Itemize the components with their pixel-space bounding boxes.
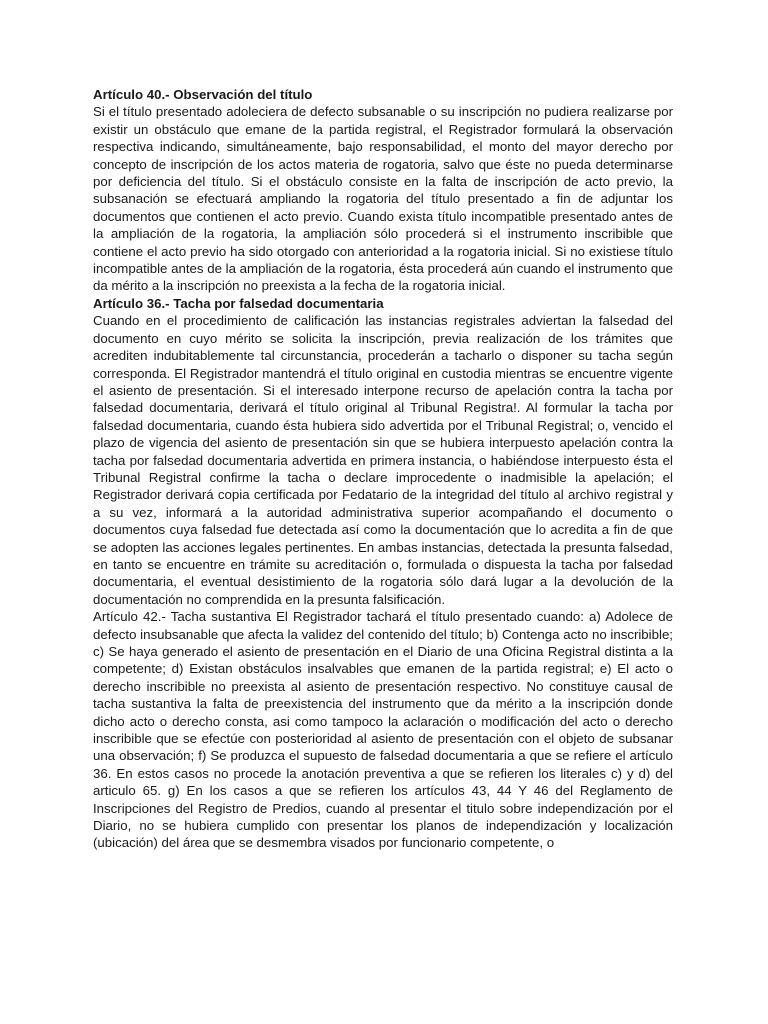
document-text	[93, 86, 673, 852]
article-42-body: Artículo 42.- Tacha sustantiva El Registrador tachará el título presentado cuando: a) Adolece de defecto insubsanable que afecta la validez del contenido del título; b) Contenga acto no inscribible; c) Se haya generado el asiento de presentación en el Diario de una Oficina Registral distinta a la competente; d) Existan obstáculos insalvables que emanen de la partida registral; e) El acto o derecho inscribible no preexista al asiento de presentación respectivo. No constituye causal de tacha sustantiva la falta de preexistencia del instrumento que da mérito a la inscripción donde dicho acto o derecho consta, asi como tampoco la aclaración o modificación del acto o derecho inscribible que se efectúe con posterioridad al asiento de presentación con el objeto de subsanar una observación; f) Se produzca el supuesto de falsedad documentaria a que se refiere el artículo 36. En estos casos no procede la anotación preventiva a que se refieren los literales c) y d) del articulo 65. g) En los casos a que se refieren los artículos 43, 44 Y 46 del Reglamento de Inscripciones del Registro de Predios, cuando al presentar el titulo sobre independización por el Diario, no se hubiera cumplido con presentar los planos de independización y localización (ubicación) del área que se desmembra visados por funcionario competente, o	[93, 609, 673, 851]
article-36-heading: Artículo 36.- Tacha por falsedad documentaria	[93, 295, 384, 311]
article-40-heading: Artículo 40.- Observación del título	[93, 87, 313, 102]
article-40-body: Si el título presentado adoleciera de defecto subsanable o su inscripción no pudiera realizarse por existir un obstáculo que emane de la partida registral, el Registrador formulará la observación respectiva indicando, simultáneamente, bajo responsabilidad, el monto del mayor derecho por concepto de inscripción de los actos materia de rogatoria, salvo que éste no pueda determinarse por deficiencia del título. Si el obstáculo consiste en la falta de inscripción de acto previo, la subsanación se efectuará ampliando la rogatoria del título presentado a fin de adjuntar los documentos que contienen el acto previo. Cuando exista título incompatible presentado antes de la ampliación de la rogatoria, la ampliación sólo procederá si el instrumento inscribible que contiene el acto previo ha sido otorgado con anterioridad a la rogatoria inicial. Si no existiese título incompatible antes de la ampliación de la rogatoria, ésta procederá aún cuando el instrumento que da mérito a la inscripción no preexista a la fecha de la rogatoria inicial.	[93, 104, 673, 294]
article-36-body: Cuando en el procedimiento de calificación las instancias registrales adviertan la falsedad del documento en cuyo mérito se solicita la inscripción, previa realización de los trámites que acrediten indubitablemente tal circunstancia, procederán a tacharlo o disponer su tacha según corresponda. El Registrador mantendrá el título original en custodia mientras se encuentre vigente el asiento de presentación. Si el interesado interpone recurso de apelación contra la tacha por falsedad documentaria, derivará el título original al Tribunal Registra!. Al formular la tacha por falsedad documentaria, cuando ésta hubiera sido advertida por el Tribunal Registral; o, vencido el plazo de vigencia del asiento de presentación sin que se hubiera interpuesto apelación contra la tacha por falsedad documentaria advertida en primera instancia, o habiéndose interpuesto ésta el Tribunal Registral confirme la tacha o declare improcedente o inadmisible la apelación; el Registrador derivará copia certificada por Fedatario de la integridad del título al archivo registral y a su vez, informará a la autoridad administrativa superior acompañando el documento o documentos cuya falsedad fue detectada así como la documentación que lo acredita a fin de que se adopten las acciones legales pertinentes. En ambas instancias, detectada la presunta falsedad, en tanto se encuentre en trámite su acreditación o, formulada o dispuesta la tacha por falsedad documentaria, el eventual desistimiento de la rogatoria sólo dará lugar a la devolución de la documentación no comprendida en la presunta falsificación.	[93, 313, 673, 607]
